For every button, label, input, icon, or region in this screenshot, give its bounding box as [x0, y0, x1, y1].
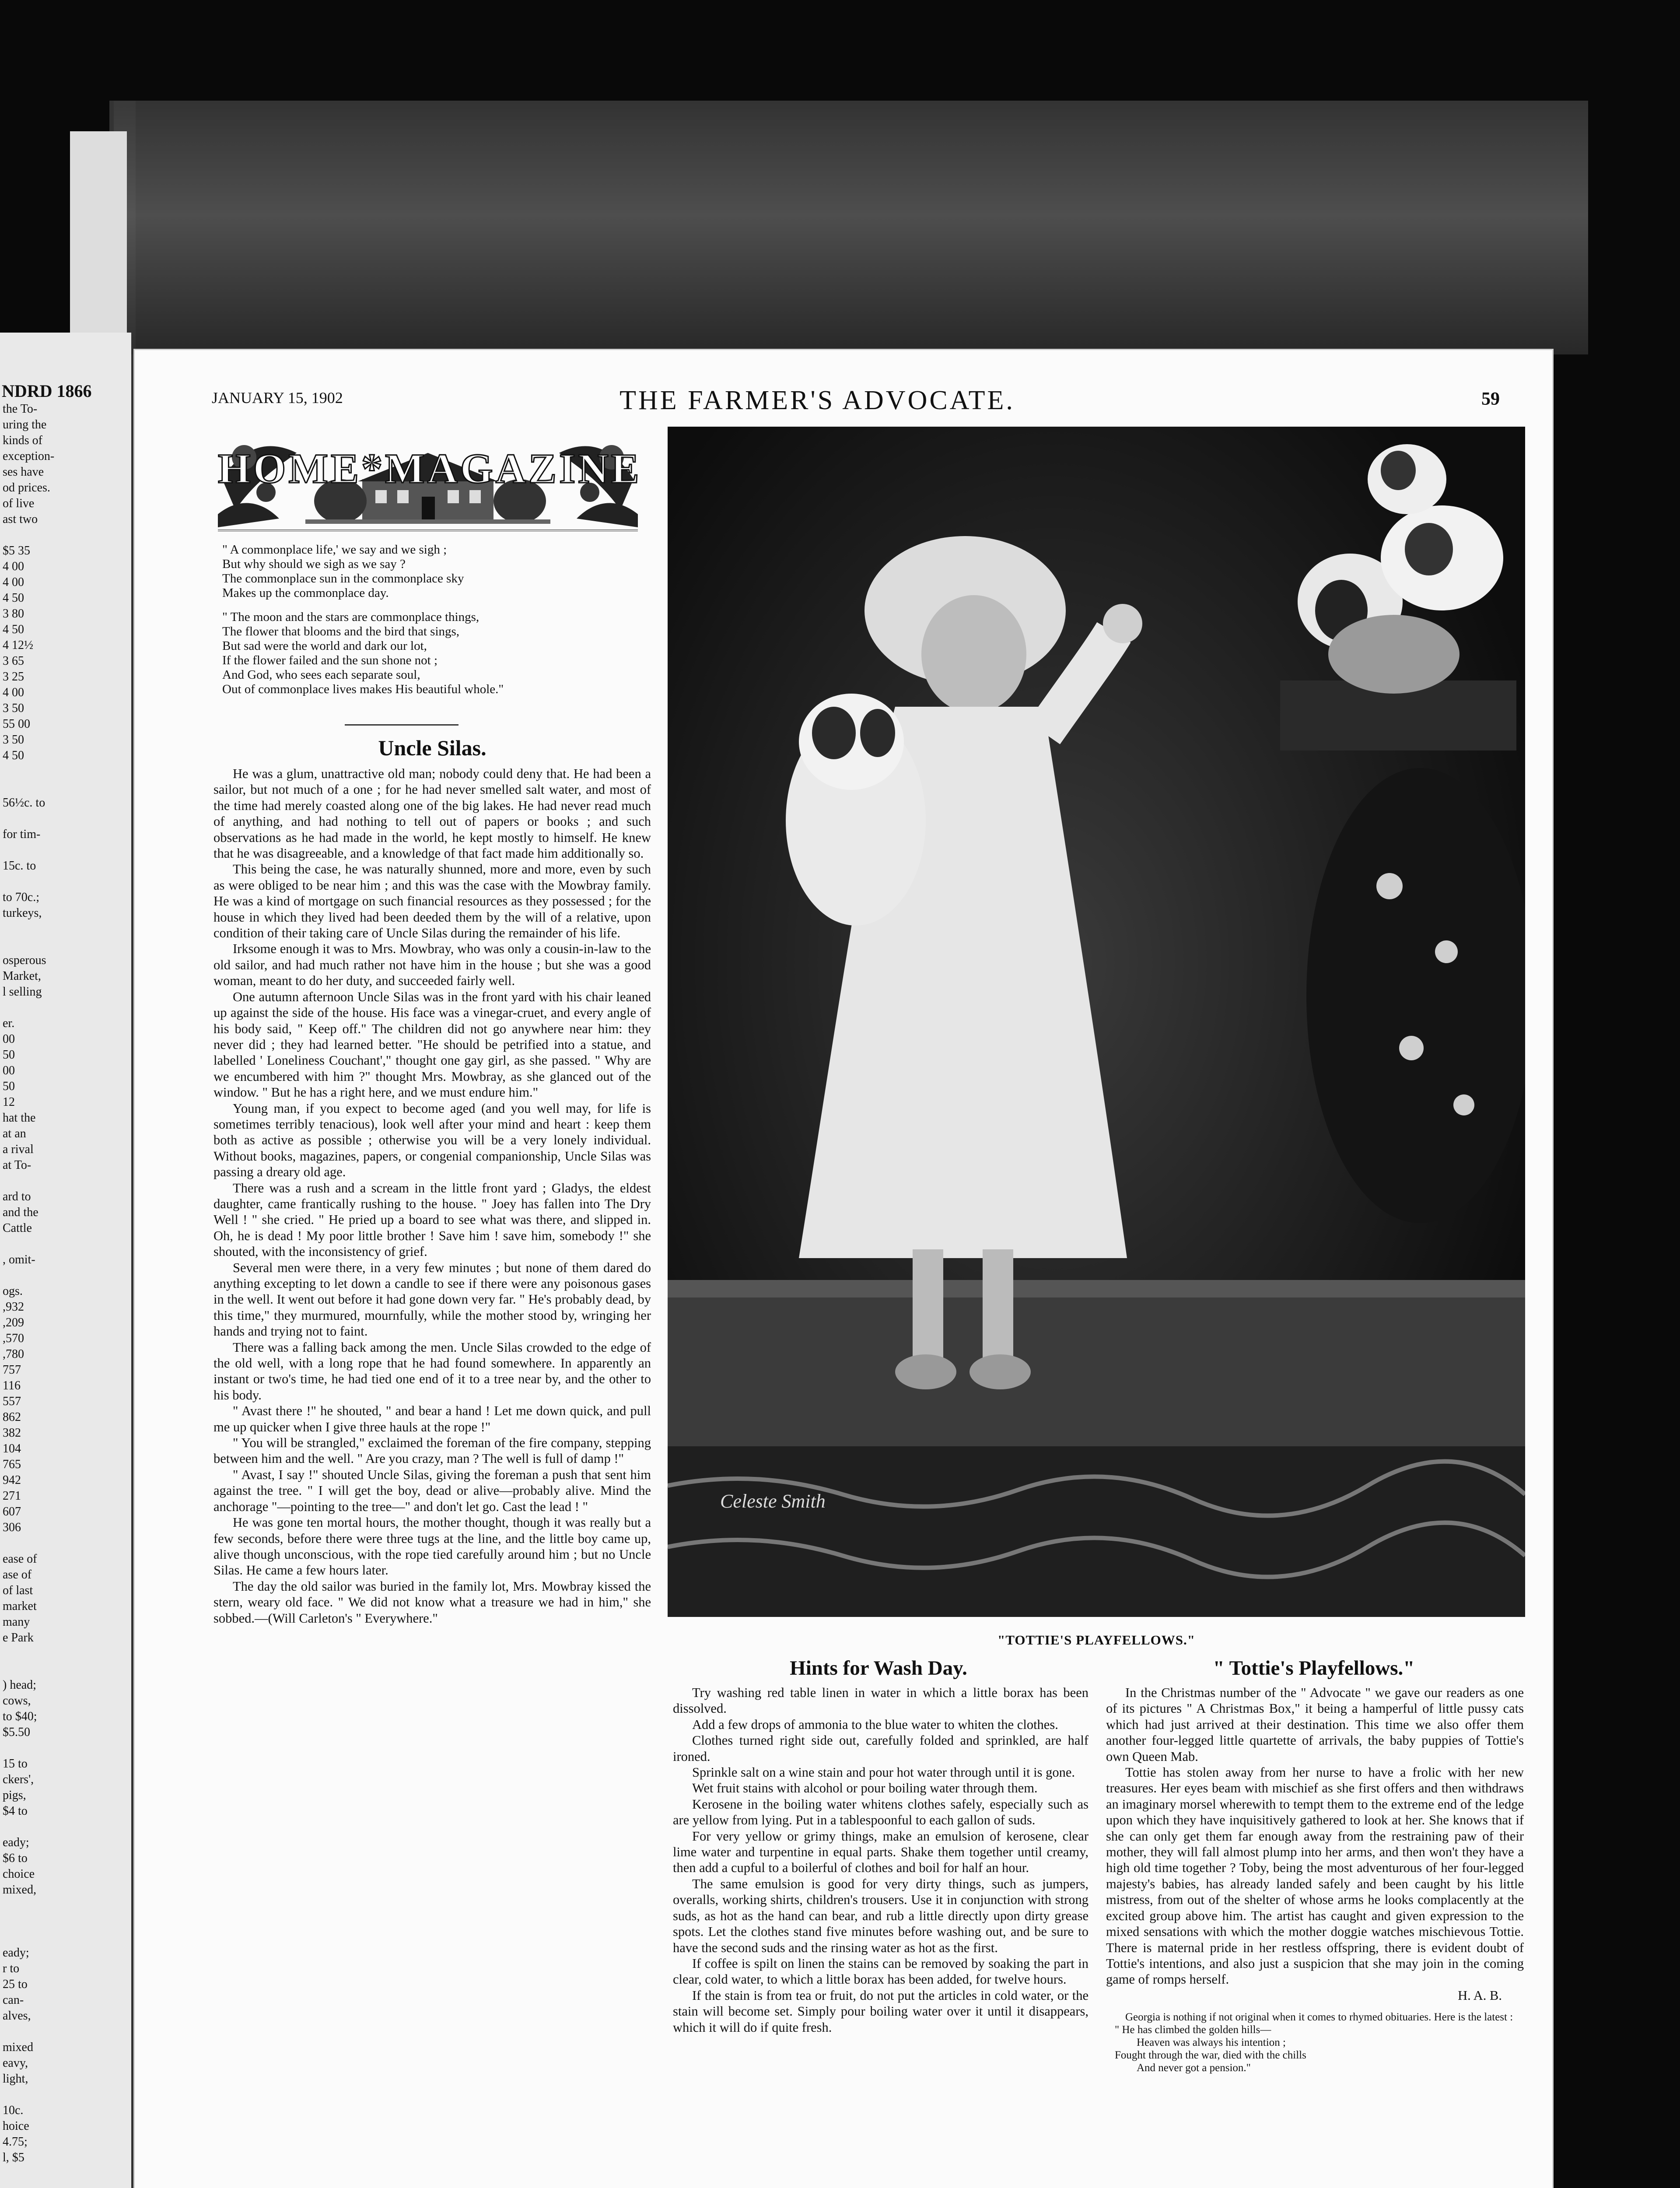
adjacent-page-line: turkeys,: [3, 906, 42, 920]
adjacent-page-line: ses have: [3, 465, 44, 479]
adjacent-page-line: [0, 1740, 131, 1756]
wash-day-paragraph: Try washing red table linen in water in which a little borax has been dissolved.: [673, 1685, 1088, 1716]
adjacent-page-line: $5.50: [3, 1725, 30, 1739]
adjacent-page-line: [0, 1000, 131, 1016]
poem-stanza: [222, 610, 642, 697]
adjacent-page-line: 382: [3, 1426, 21, 1440]
adjacent-page-line: $5 35: [3, 544, 30, 558]
poem-line: Makes up the commonplace day.: [222, 586, 389, 600]
adjacent-page-line: uring the: [3, 418, 47, 431]
wash-day-paragraph: Kerosene in the boiling water whitens clothes safely, especially such as are yellow from lying. Put in a tablespoonful to each gallon of suds.: [673, 1796, 1088, 1828]
poem-line: And God, who sees each separate soul,: [222, 668, 420, 682]
patterned-rug: [668, 1446, 1525, 1617]
opening-poem: [222, 543, 642, 706]
adjacent-page-line: l, $5: [3, 2151, 24, 2164]
adjacent-page-line: 3 80: [3, 607, 24, 621]
story-paragraph: One autumn afternoon Uncle Silas was in the front yard with his chair leaned up against the side of the house. His face was a vinegar-cruet, and every angle of his body said, " Keep off." The children did not go anywhere near him: they never did ; they had learned better. "He should be petrified into a statue, and labelled ' Loneliness Couchant'," thought one gay girl, as she passed. " Why are we encumbered with him ?" thought Mrs. Mowbray, as she glanced out of the window. " But he has a right here, and we must endure him.": [214, 989, 651, 1100]
story-paragraph: The day the old sailor was buried in the family lot, Mrs. Mowbray kissed the stern, weary old face. " We did not know what a treasure we had in him," she sobbed.—(Will Carleton's " Everywhere.": [214, 1578, 651, 1626]
adjacent-page-line: ase of: [3, 1568, 32, 1581]
adjacent-page-line: [0, 1236, 131, 1252]
page-gutter: [70, 131, 127, 350]
adjacent-page-line: [0, 2166, 131, 2181]
wash-day-headline: Hints for Wash Day.: [790, 1657, 967, 1680]
story-paragraph: Several men were there, in a very few minutes ; but none of them dared do anything excepting to let down a candle to see if there were any poisonous gases in the well. It went out before it had gone down very far. " He's probably dead, by this time," they murmured, mournfully, while the mother stood by, wringing her hands and trying not to faint.: [214, 1260, 651, 1339]
adjacent-page-line: 942: [3, 1473, 21, 1487]
adjacent-page-line: 3 50: [3, 733, 24, 747]
adjacent-page-line: od prices.: [3, 481, 50, 494]
story-paragraph: Irksome enough it was to Mrs. Mowbray, who was only a cousin-in-law to the old sailor, and had much rather not have him in the house ; but she was a good woman, meant to do her duty, and succeeded fairly well.: [214, 941, 651, 989]
totties-headline: " Tottie's Playfellows.": [1213, 1657, 1415, 1680]
adjacent-page-line: [0, 527, 131, 543]
adjacent-page-line: hat the: [3, 1111, 36, 1125]
story-paragraph: " You will be strangled," exclaimed the foreman of the fire company, stepping between him and the well. " Are you crazy, man ? The well is full of damp !": [214, 1435, 651, 1466]
verse-line: And never got a pension.": [1137, 2062, 1251, 2074]
adjacent-page-line: 4.75;: [3, 2135, 28, 2149]
poem-line: The commonplace sun in the commonplace sky: [222, 572, 464, 586]
adjacent-page-line: to $40;: [3, 1710, 37, 1723]
adjacent-page-line: 4 50: [3, 591, 24, 605]
picture-caption: "TOTTIE'S PLAYFELLOWS.": [998, 1632, 1195, 1648]
adjacent-page-line: 4 00: [3, 575, 24, 589]
wash-day-paragraph: The same emulsion is good for very dirty things, such as jumpers, overalls, working shirts, children's trousers. Use it in conjunction with strong suds, as hot as the hand can bear, and rub a little directly upon dirty grease spots. Let the clothes stand five minutes before washing out, and be sure to have the second suds and the rinsing water as hot as the first.: [673, 1876, 1088, 1955]
story-paragraph: He was gone ten mortal hours, the mother thought, though it was really but a few seconds, before there were three tugs at the line, and the little boy came up, alive though unconscious, with the rope tied carefully around him ; but no Uncle Silas. He came a few hours later.: [214, 1515, 651, 1578]
story-headline: Uncle Silas.: [378, 736, 486, 760]
adjacent-page-line: 765: [3, 1458, 21, 1471]
wash-day-paragraph: Sprinkle salt on a wine stain and pour hot water through until it is gone.: [692, 1765, 1075, 1780]
wash-day-paragraph: If coffee is spilt on linen the stains can be removed by soaking the part in clear, cold water, to which a little borax has been added, for twelve hours.: [673, 1956, 1088, 1987]
story-paragraph: He was a glum, unattractive old man; nobody could deny that. He had been a sailor, but not much of a one ; for he had never smelled salt water, and most of the time had merely coasted along one of the big lakes. He had never read much of anything, and had nothing to tell out of papers or books ; and such observations as he had made in the world, he kept mostly to himself. He knew that he was disagreeable, and a knowledge of that fact made him additionally so.: [214, 766, 651, 861]
adjacent-page-line: [0, 1536, 131, 1551]
adjacent-page-line: 25 to: [3, 1978, 28, 1991]
adjacent-page-line: a rival: [3, 1143, 34, 1156]
artist-signature: Celeste Smith: [720, 1490, 826, 1512]
verse-line: Fought through the war, died with the chills: [1115, 2049, 1306, 2061]
adjacent-page-line: 116: [3, 1379, 21, 1392]
adjacent-page-line: 15c. to: [3, 859, 36, 873]
adjacent-page-line: $4 to: [3, 1804, 28, 1818]
adjacent-page-line: 306: [3, 1521, 21, 1534]
adjacent-page-line: alves,: [3, 2009, 31, 2023]
adjacent-page-line: 271: [3, 1489, 21, 1503]
story-paragraph: " Avast there !" he shouted, " and bear a hand ! Let me down quick, and pull me up quicker when I give three hauls at the rope !": [214, 1403, 651, 1434]
adjacent-page-line: hoice: [3, 2119, 29, 2133]
author-initials: H. A. B.: [1458, 1988, 1502, 2003]
verse-line: Heaven was always his intention ;: [1137, 2037, 1286, 2048]
adjacent-page-line: ,570: [3, 1332, 24, 1345]
poem-line: Out of commonplace lives makes His beautiful whole.": [222, 682, 504, 696]
poem-line: If the flower failed and the sun shone not ;: [222, 653, 438, 667]
adjacent-page-line: [0, 874, 131, 890]
adjacent-page-line: [0, 1898, 131, 1914]
adjacent-page-line: 00: [3, 1064, 15, 1077]
adjacent-page-line: 55 00: [3, 717, 30, 731]
adjacent-page-line: ease of: [3, 1552, 37, 1566]
adjacent-page-line: and the: [3, 1206, 38, 1219]
film-smudge-top: [114, 101, 1588, 354]
adjacent-page-line: eady;: [3, 1946, 29, 1960]
story-paragraph: This being the case, he was naturally shunned, more and more, even by such as were obliged to be near him ; and this was the case with the Mowbray family. He was a kind of mortgage on such financial resources as they possessed ; for the house in which they lived had been deeded them by the will of a relative, upon condition of their taking care of Uncle Silas during the remainder of his life.: [214, 862, 651, 941]
adjacent-page-line: 607: [3, 1505, 21, 1518]
adjacent-page-line: 50: [3, 1080, 15, 1093]
adjacent-page-line: 12: [3, 1095, 15, 1109]
poem-line: " A commonplace life,' we say and we sigh ;: [222, 543, 447, 557]
adjacent-page-line: market: [3, 1599, 37, 1613]
adjacent-page-line: ast two: [3, 512, 38, 526]
adjacent-page-line: [0, 921, 131, 937]
adjacent-page-line: [0, 1173, 131, 1189]
adjacent-page-line: l selling: [3, 985, 42, 999]
adjacent-page-line: , omit-: [3, 1253, 35, 1266]
adjacent-page-line: Market,: [3, 969, 41, 983]
poem-line: But why should we sigh as we say ?: [222, 557, 406, 571]
adjacent-page-line: cows,: [3, 1694, 31, 1708]
verse-intro: Georgia is nothing if not original when it comes to rhymed obituaries. Here is the latest :: [1125, 2011, 1513, 2023]
girl-with-puppies-engraving: [668, 427, 1525, 1617]
adjacent-page-line: 104: [3, 1442, 21, 1455]
adjacent-page-line: 4 00: [3, 686, 24, 699]
adjacent-page-line: r to: [3, 1962, 20, 1975]
adjacent-page-line: eavy,: [3, 2056, 28, 2070]
adjacent-page-line: 3 25: [3, 670, 24, 684]
issue-date: JANUARY 15, 1902: [212, 389, 343, 407]
adjacent-page-line: [0, 2024, 131, 2040]
masthead-title: HOME*MAGAZINE: [218, 445, 642, 492]
adjacent-page-line: ckers',: [3, 1773, 34, 1786]
adjacent-page-line: pigs,: [3, 1788, 26, 1802]
adjacent-page-line: e Park: [3, 1631, 34, 1645]
newspaper-title: [135, 385, 1552, 416]
adjacent-page-line: can-: [3, 1993, 24, 2007]
adjacent-page-line: [0, 2087, 131, 2103]
adjacent-page-line: [0, 2181, 131, 2188]
adjacent-page-line: of last: [3, 1584, 33, 1597]
adjacent-page-line: ard to: [3, 1190, 31, 1203]
bench-ledge: [668, 1280, 1525, 1446]
wash-day-body: [673, 1685, 1088, 2035]
adjacent-page-line: ,780: [3, 1347, 24, 1361]
adjacent-page-line: ,932: [3, 1300, 24, 1314]
adjacent-page-line: for tim-: [3, 828, 41, 841]
adjacent-page-line: Cattle: [3, 1221, 32, 1235]
adjacent-page-line: exception-: [3, 449, 55, 463]
adjacent-page-line: ogs.: [3, 1284, 23, 1298]
adjacent-page-line: of live: [3, 497, 35, 510]
adjacent-page-line: osperous: [3, 954, 46, 967]
adjacent-page-line: 4 12½: [3, 638, 33, 652]
tottie-illustration: [668, 427, 1525, 1617]
wash-day-paragraph: Clothes turned right side out, carefully folded and sprinkled, are half ironed.: [673, 1733, 1088, 1764]
adjacent-page-line: [0, 779, 131, 795]
story-paragraph: " Avast, I say !" shouted Uncle Silas, giving the foreman a push that sent him against the tree. " I will get the boy, dead or alive—probably alive. Mind the anchorage "—pointing to the tree—" and don't let go. Cast the lead ! ": [214, 1467, 651, 1514]
wash-day-paragraph: For very yellow or grimy things, make an emulsion of kerosene, clear lime water and turpentine in equal parts. Shake them together until creamy, then add a cupful to a boilerful of clothes and boil for half an hour.: [673, 1828, 1088, 1876]
story-paragraph: There was a rush and a scream in the little front yard ; Gladys, the eldest daughter, came frantically rushing to the house. " Joey has fallen into The Dry Well ! " she cried. " He pried up a board to see what was there, and slipped in. Oh, he is dead ! My poor little brother ! Save him ! save him, somebody !" she shouted, with the inconsistency of grief.: [214, 1180, 651, 1259]
adjacent-page-line: er.: [3, 1017, 15, 1030]
adjacent-page-line: 3 65: [3, 654, 24, 668]
adjacent-page-line: [0, 764, 131, 779]
adjacent-page-line: [0, 1914, 131, 1929]
flowering-shrub: [1306, 768, 1525, 1223]
home-magazine-masthead: [218, 427, 642, 531]
story-paragraph: There was a falling back among the men. Uncle Silas crowded to the edge of the old well, with a long rope that he had found somewhere. In apparently an instant or two's time, he had tied one end of it to a tree near by, and the other to his body.: [214, 1339, 651, 1403]
totties-paragraph: Tottie has stolen away from her nurse to have a frolic with her new treasures. Her eyes beam with mischief as she first offers and then withdraws an imaginary morsel wherewith to tempt them to the extreme end of the ledge upon which they have inquisitively gathered to look at her. She knows that if she can only get them far enough away from the restraining paw of their mother, they will fall almost plump into her arms, and then won't they have a high old time together ? Toby, being the most adventurous of her four-legged majesty's babies, has already landed safely and been caught by his little mistress, from out of the shelter of whose arms he looks complacently at the excited group above him. The artist has caught and given expression to the mixed sensations with which the mother doggie watches mischievous Tottie. There is maternal pride in her restless offspring, there is evident doubt of Tottie's intentions, and also just a suspicion that she may join in the coming game of romps herself.: [1106, 1765, 1524, 1987]
adjacent-page-line: 56½c. to: [3, 796, 46, 810]
wash-day-paragraph: Add a few drops of ammonia to the blue water to whiten the clothes.: [692, 1717, 1058, 1732]
adjacent-page-line: eady;: [3, 1836, 29, 1849]
poem-line: But sad were the world and dark our lot,: [222, 639, 427, 653]
adjacent-page-line: 862: [3, 1410, 21, 1424]
adjacent-page-line: ) head;: [3, 1678, 36, 1692]
poem-line: The flower that blooms and the bird that sings,: [222, 624, 460, 638]
adjacent-page-line: 4 00: [3, 560, 24, 573]
wash-day-paragraph: Wet fruit stains with alcohol or pour boiling water through them.: [692, 1781, 1038, 1796]
adjacent-page-header: NDRD 1866: [2, 381, 92, 401]
adjacent-page-line: [0, 1819, 131, 1835]
page-number: 59: [1481, 389, 1500, 409]
verse-line: " He has climbed the golden hills—: [1115, 2024, 1271, 2036]
adjacent-page-line: [0, 1268, 131, 1283]
adjacent-page-line: mixed,: [3, 1883, 36, 1897]
adjacent-page-line: 757: [3, 1363, 21, 1377]
adjacent-page-line: $6 to: [3, 1851, 28, 1865]
totties-body: [1106, 1685, 1524, 2003]
adjacent-page-text: [0, 401, 131, 2188]
page-header: [135, 385, 1552, 420]
newspaper-page: [135, 350, 1552, 2188]
adjacent-page-line: choice: [3, 1867, 35, 1881]
adjacent-page-line: [0, 1662, 131, 1677]
adjacent-page-line: 10c.: [3, 2104, 24, 2117]
adjacent-page-sliver: [0, 333, 131, 2188]
adjacent-page-line: at To-: [3, 1158, 32, 1172]
adjacent-page-line: [0, 1929, 131, 1945]
adjacent-page-line: 4 50: [3, 749, 24, 762]
adjacent-page-line: [0, 811, 131, 827]
adjacent-page-line: to 70c.;: [3, 891, 39, 904]
adjacent-page-line: many: [3, 1615, 30, 1629]
poem-stanza: [222, 543, 642, 600]
adjacent-page-line: [0, 937, 131, 953]
adjacent-page-line: 15 to: [3, 1757, 28, 1771]
adjacent-page-line: 00: [3, 1032, 15, 1046]
adjacent-page-line: ,209: [3, 1316, 24, 1329]
adjacent-page-line: at an: [3, 1127, 26, 1140]
adjacent-page-line: 3 50: [3, 701, 24, 715]
adjacent-page-line: light,: [3, 2072, 28, 2086]
section-divider: [345, 724, 458, 726]
story-body: [214, 766, 651, 1626]
adjacent-page-line: 4 50: [3, 623, 24, 636]
adjacent-page-line: 50: [3, 1048, 15, 1062]
totties-paragraph: In the Christmas number of the " Advocate " we gave our readers as one of its pictures " A Christmas Box," it being a hamperful of little pussy cats which had just arrived at their destination. This time we also offer them another four-legged little quartette of arrivals, the baby puppies of Tottie's own Queen Mab.: [1106, 1685, 1524, 1764]
adjacent-page-line: mixed: [3, 2041, 33, 2054]
newspaper-title-text: THE FARMER'S ADVOCATE.: [620, 386, 1015, 415]
adjacent-page-line: 557: [3, 1395, 21, 1408]
poem-line: " The moon and the stars are commonplace things,: [222, 610, 480, 624]
obituary-verse: [1106, 2011, 1524, 2074]
adjacent-page-line: [0, 1646, 131, 1662]
adjacent-page-line: [0, 842, 131, 858]
story-paragraph: Young man, if you expect to become aged (and you well may, for life is sometimes terribly tenacious), look well after your mind and heart : keep them both as active as possible ; otherwise you will be a very lonely individual. Without books, magazines, papers, or congenial companionship, Uncle Silas was passing a dreary old age.: [214, 1101, 651, 1180]
wash-day-paragraph: If the stain is from tea or fruit, do not put the articles in cold water, or the stain will become set. Simply pour boiling water over it until it disappears, which it will do if quite fresh.: [673, 1988, 1088, 2035]
adjacent-page-line: kinds of: [3, 434, 42, 447]
adjacent-page-line: the To-: [3, 402, 38, 416]
